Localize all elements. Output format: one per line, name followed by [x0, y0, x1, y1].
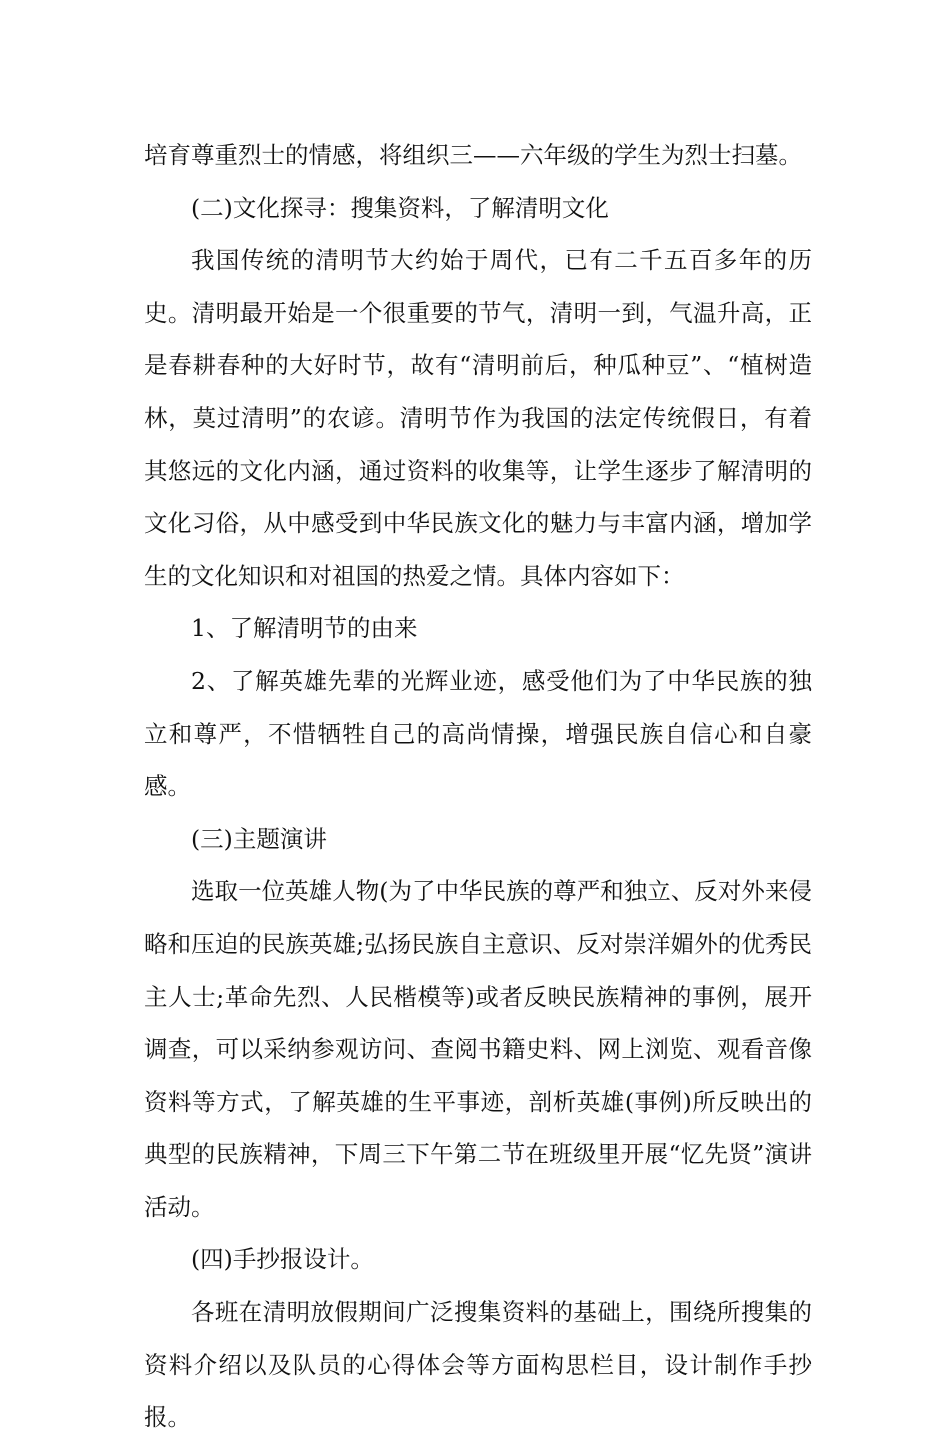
list-item: 2、了解英雄先辈的光辉业迹，感受他们为了中华民族的独立和尊严，不惜牺牲自己的高尚情操，增强民族自信心和自豪感。	[144, 666, 812, 801]
section-heading-culture: (二)文化探寻：搜集资料，了解清明文化	[191, 193, 609, 222]
section-heading-speech: (三)主题演讲	[191, 824, 327, 853]
document-body	[144, 129, 812, 1444]
paragraph: 各班在清明放假期间广泛搜集资料的基础上，围绕所搜集的资料介绍以及队员的心得体会等方面构思栏目，设计制作手抄报。	[144, 1298, 812, 1432]
paragraph: 培育尊重烈士的情感，将组织三——六年级的学生为烈士扫墓。	[144, 141, 802, 169]
paragraph: 我国传统的清明节大约始于周代，已有二千五百多年的历史。清明最开始是一个很重要的节气，清明一到，气温升高，正是春耕春种的大好时节，故有“清明前后，种瓜种豆”、“植树造林，莫过清明”的农谚。清明节作为我国的法定传统假日，有着其悠远的文化内涵，通过资料的收集等，让学生逐步了解清明的文化习俗，从中感受到中华民族文化的魅力与丰富内涵，增加学生的文化知识和对祖国的热爱之情。具体内容如下：	[144, 246, 812, 590]
section-heading-handcopy: (四)手抄报设计。	[191, 1245, 374, 1274]
paragraph: 选取一位英雄人物(为了中华民族的尊严和独立、反对外来侵略和压迫的民族英雄;弘扬民族自主意识、反对崇洋媚外的优秀民主人士;革命先烈、人民楷模等)或者反映民族精神的事例，展开调查，可以采纳参观访问、查阅书籍史料、网上浏览、观看音像资料等方式，了解英雄的生平事迹，剖析英雄(事例)所反映出的典型的民族精神，下周三下午第二节在班级里开展“忆先贤”演讲活动。	[144, 877, 812, 1221]
list-item: 1、了解清明节的由来	[191, 614, 418, 643]
